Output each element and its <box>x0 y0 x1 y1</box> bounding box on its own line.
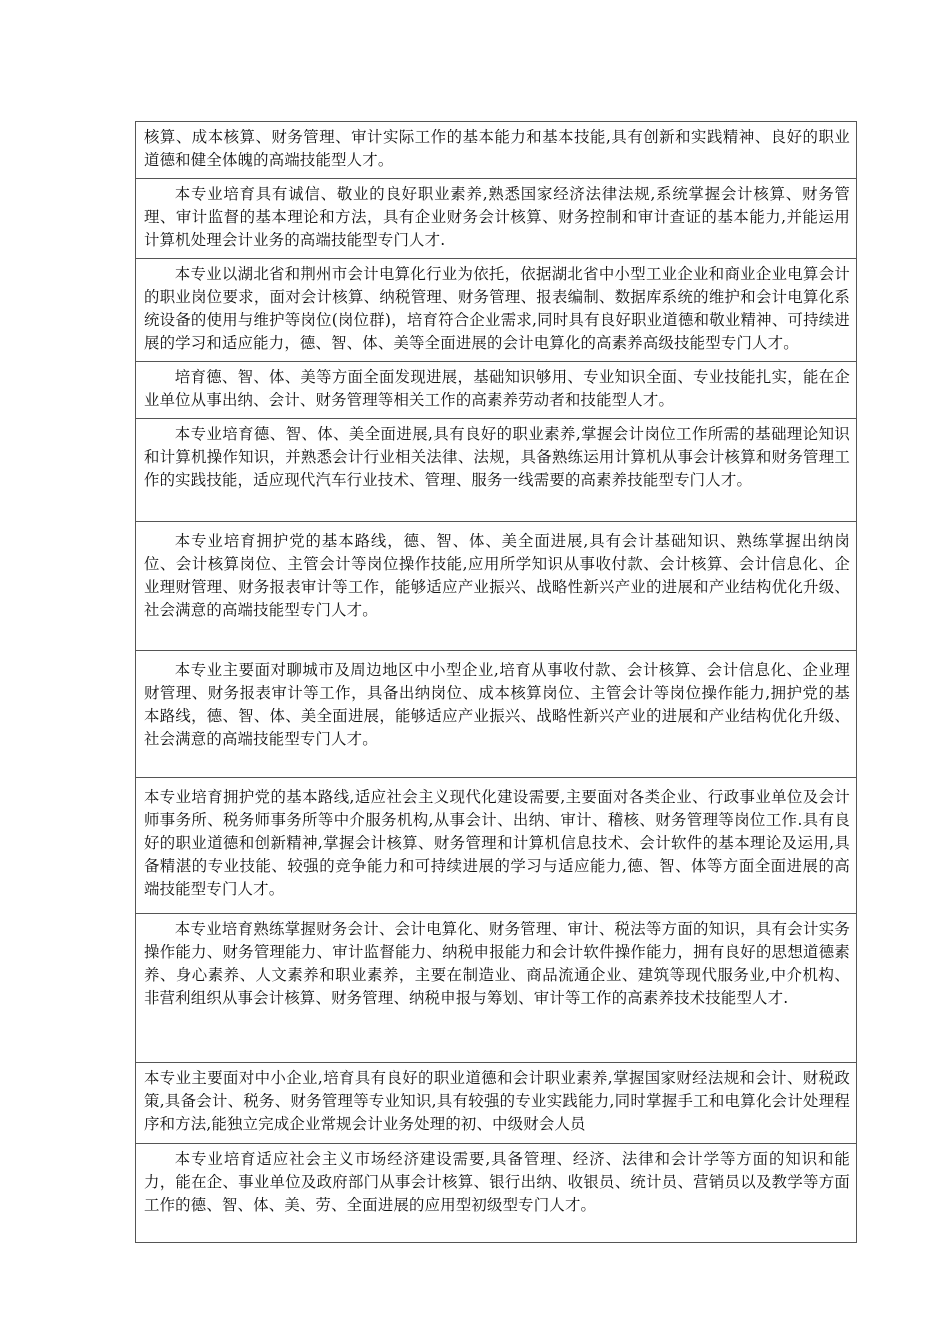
table-row <box>136 122 857 179</box>
table-cell: 本专业培育适应社会主义市场经济建设需要,具备管理、经济、法律和会计学等方面的知识和能力，能在企、事业单位及政府部门从事会计核算、银行出纳、收银员、统计员、营销员以及教学等方面工作的德、智、体、美、劳、全面进展的应用型初级型专门人才。 <box>136 1144 857 1243</box>
table-cell: 培育德、智、体、美等方面全面发现进展，基础知识够用、专业知识全面、专业技能扎实，能在企业单位从事出纳、会计、财务管理等相关工作的高素养劳动者和技能型人才。 <box>136 362 857 419</box>
table-row <box>136 522 857 651</box>
table-cell: 本专业以湖北省和荆州市会计电算化行业为依托，依据湖北省中小型工业企业和商业企业电算会计的职业岗位要求，面对会计核算、纳税管理、财务管理、报表编制、数据库系统的维护和会计电算化系统设备的使用与维护等岗位(岗位群)，培育符合企业需求,同时具有良好职业道德和敬业精神、可持续进展的学习和适应能力，德、智、体、美等全面进展的会计电算化的高素养高级技能型专门人才。 <box>136 259 857 362</box>
table-cell: 本专业培育熟练掌握财务会计、会计电算化、财务管理、审计、税法等方面的知识，具有会计实务操作能力、财务管理能力、审计监督能力、纳税申报能力和会计软件操作能力，拥有良好的思想道德素养、身心素养、人文素养和职业素养，主要在制造业、商品流通企业、建筑等现代服务业,中介机构、非营利组织从事会计核算、财务管理、纳税申报与筹划、审计等工作的高素养技术技能型人才. <box>136 914 857 1063</box>
table-cell: 本专业主要面对聊城市及周边地区中小型企业,培育从事收付款、会计核算、会计信息化、企业理财管理、财务报表审计等工作，具备出纳岗位、成本核算岗位、主管会计等岗位操作能力,拥护党的基本路线，德、智、体、美全面进展，能够适应产业振兴、战略性新兴产业的进展和产业结构优化升级、社会满意的高端技能型专门人才。 <box>136 651 857 778</box>
table-cell: 本专业培育拥护党的基本路线,适应社会主义现代化建设需要,主要面对各类企业、行政事业单位及会计师事务所、税务师事务所等中介服务机构,从事会计、出纳、审计、稽核、财务管理等岗位工作.具有良好的职业道德和创新精神,掌握会计核算、财务管理和计算机信息技术、会计软件的基本理论及运用,具备精湛的专业技能、较强的竞争能力和可持续进展的学习与适应能力,德、智、体等方面全面进展的高端技能型专门人才。 <box>136 778 857 914</box>
table-cell: 本专业培育德、智、体、美全面进展,具有良好的职业素养,掌握会计岗位工作所需的基础理论知识和计算机操作知识，并熟悉会计行业相关法律、法规，具备熟练运用计算机从事会计核算和财务管理工作的实践技能，适应现代汽车行业技术、管理、服务一线需要的高素养技能型专门人才。 <box>136 419 857 522</box>
table-row <box>136 914 857 1063</box>
table-row <box>136 419 857 522</box>
table-row <box>136 362 857 419</box>
table-row <box>136 778 857 914</box>
table-cell: 本专业主要面对中小企业,培育具有良好的职业道德和会计职业素养,掌握国家财经法规和会计、财税政策,具备会计、税务、财务管理等专业知识,具有较强的专业实践能力,同时掌握手工和电算化会计处理程序和方法,能独立完成企业常规会计业务处理的初、中级财会人员 <box>136 1063 857 1144</box>
table-row <box>136 179 857 259</box>
table-row <box>136 259 857 362</box>
table-row <box>136 1063 857 1144</box>
table-row <box>136 1144 857 1243</box>
table-cell: 本专业培育拥护党的基本路线，德、智、体、美全面进展,具有会计基础知识、熟练掌握出纳岗位、会计核算岗位、主管会计等岗位操作技能,应用所学知识从事收付款、会计核算、会计信息化、企业理财管理、财务报表审计等工作，能够适应产业振兴、战略性新兴产业的进展和产业结构优化升级、社会满意的高端技能型专门人才。 <box>136 522 857 651</box>
table-cell: 核算、成本核算、财务管理、审计实际工作的基本能力和基本技能,具有创新和实践精神、良好的职业道德和健全体魄的高端技能型人才。 <box>136 122 857 179</box>
table-cell: 本专业培育具有诚信、敬业的良好职业素养,熟悉国家经济法律法规,系统掌握会计核算、财务管理、审计监督的基本理论和方法，具有企业财务会计核算、财务控制和审计查证的基本能力,并能运用计算机处理会计业务的高端技能型专门人才. <box>136 179 857 259</box>
table-row <box>136 651 857 778</box>
training-goals-table <box>135 121 857 1243</box>
